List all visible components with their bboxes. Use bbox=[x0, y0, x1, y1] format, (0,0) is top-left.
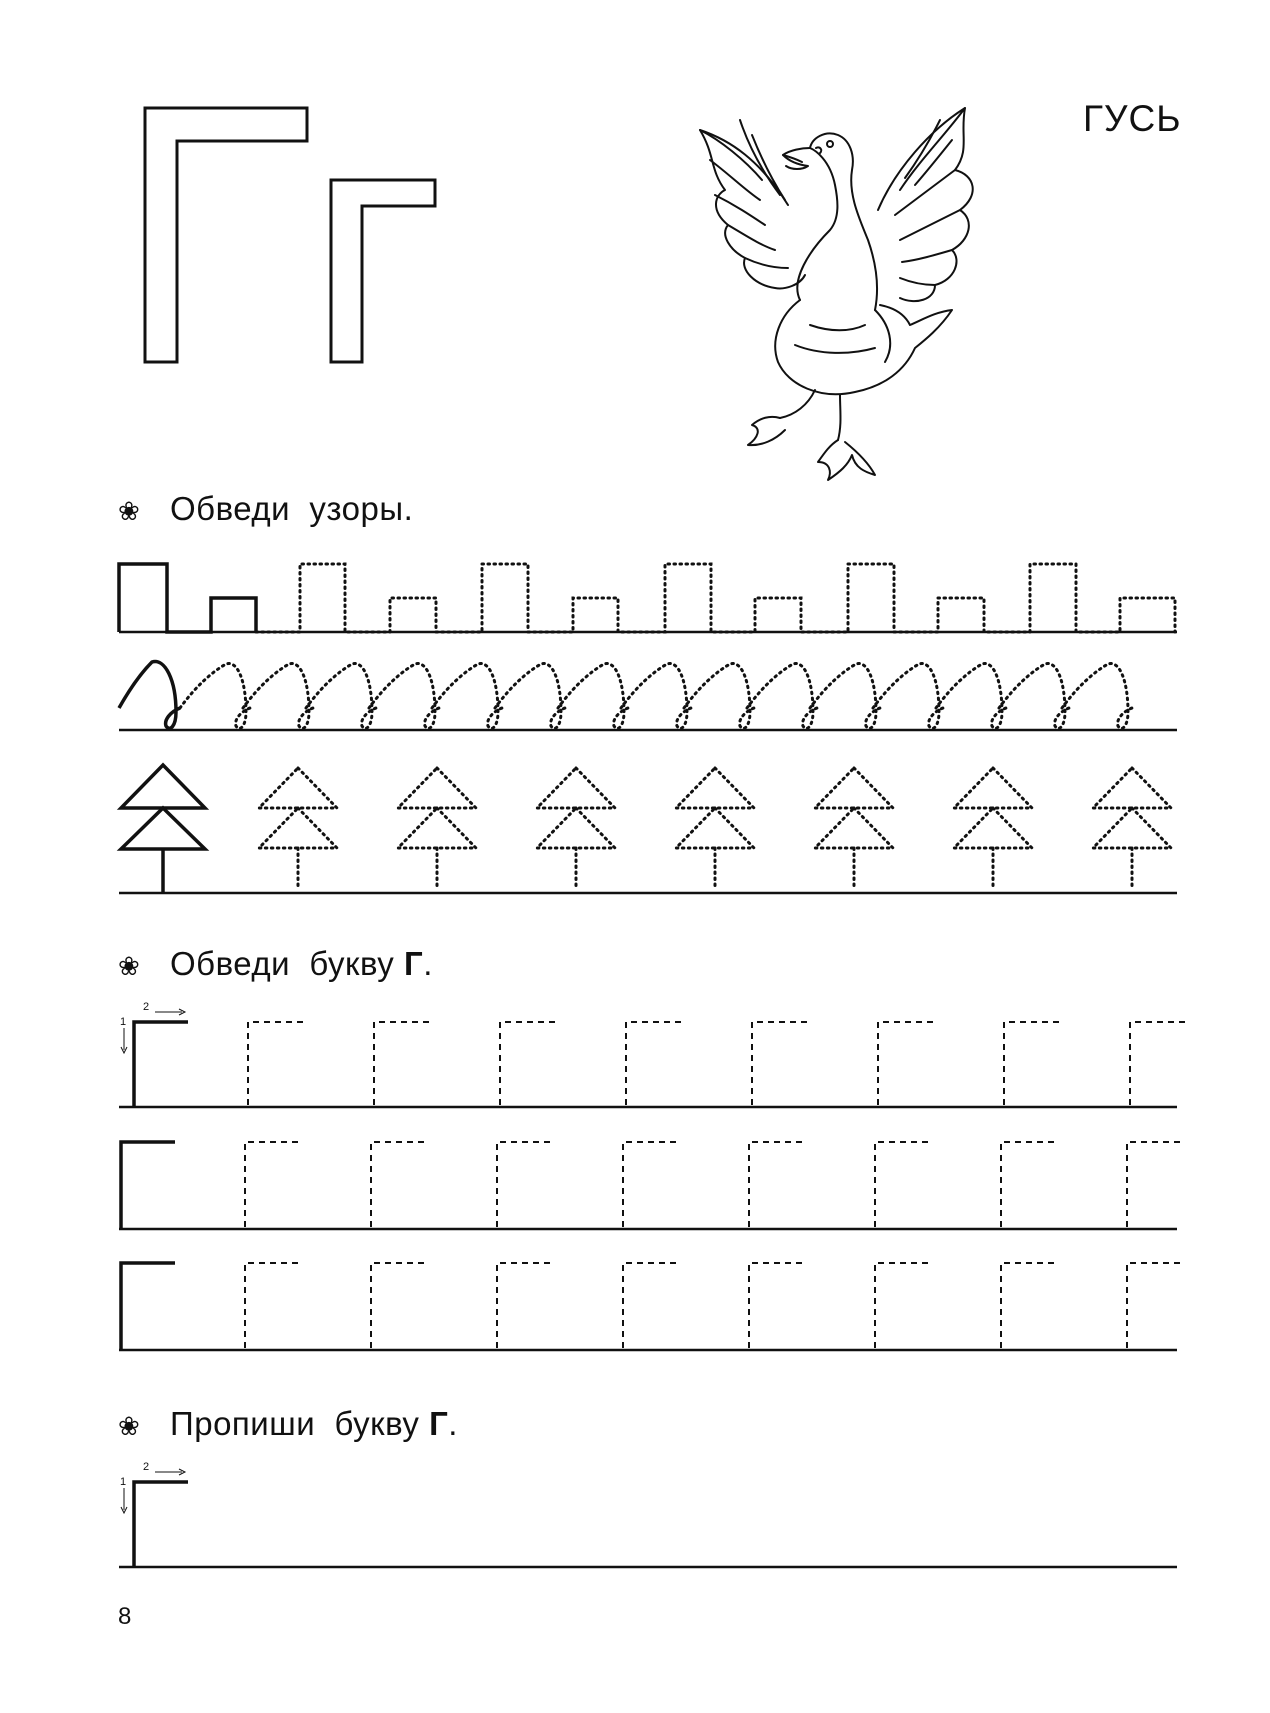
letter-sample bbox=[134, 1482, 188, 1567]
wave-pattern-row bbox=[119, 662, 1177, 730]
instruction-trace-patterns bbox=[118, 490, 413, 528]
picture-word: ГУСЬ bbox=[1083, 98, 1182, 139]
castle-pattern-sample bbox=[119, 564, 256, 632]
instruction-letter: Г bbox=[403, 945, 424, 982]
flower-icon: ❀ bbox=[118, 1411, 141, 1441]
goose-illustration bbox=[690, 100, 990, 485]
uppercase-letter-outline bbox=[145, 108, 307, 362]
instruction-text: Обведи букву bbox=[170, 945, 395, 982]
castle-pattern-dotted bbox=[256, 564, 1175, 632]
tracing-row bbox=[119, 1142, 1182, 1229]
tree-pattern-dotted bbox=[259, 768, 337, 888]
flower-icon: ❀ bbox=[118, 496, 141, 526]
stroke-number-1: 1 bbox=[120, 1476, 127, 1488]
letter-dashed bbox=[245, 1263, 300, 1348]
instruction-letter: Г bbox=[429, 1405, 449, 1442]
instruction-text: Пропиши букву bbox=[170, 1405, 420, 1442]
flower-icon: ❀ bbox=[118, 951, 141, 981]
pattern-rows bbox=[0, 540, 1270, 910]
castle-pattern-row bbox=[119, 564, 1177, 632]
lowercase-letter-outline bbox=[331, 180, 435, 362]
instruction-end: . bbox=[448, 1405, 458, 1442]
page-number: 8 bbox=[118, 1603, 132, 1630]
tracing-row bbox=[119, 1263, 1182, 1350]
instruction-text: Обведи узоры. bbox=[170, 490, 414, 527]
instruction-write-letter bbox=[118, 1405, 458, 1443]
wave-pattern-dotted bbox=[180, 664, 250, 729]
letter-sample bbox=[121, 1142, 175, 1229]
instruction-trace-letter bbox=[118, 945, 433, 983]
instruction-end: . bbox=[423, 945, 433, 982]
letter-tracing-rows bbox=[0, 995, 1270, 1365]
letter-writing-row bbox=[0, 1455, 1270, 1585]
letter-illustration bbox=[0, 0, 480, 380]
tree-pattern-sample bbox=[121, 765, 205, 893]
stroke-number-2: 2 bbox=[143, 1001, 150, 1013]
tracing-row bbox=[119, 1009, 1185, 1107]
letter-sample bbox=[121, 1263, 175, 1350]
wave-pattern-sample bbox=[119, 662, 180, 729]
stroke-number-1: 1 bbox=[120, 1016, 127, 1028]
letter-dashed bbox=[245, 1142, 300, 1227]
stroke-number-2: 2 bbox=[143, 1461, 150, 1473]
letter-sample bbox=[134, 1022, 188, 1107]
tree-pattern-row bbox=[119, 765, 1177, 893]
letter-dashed bbox=[248, 1022, 303, 1105]
